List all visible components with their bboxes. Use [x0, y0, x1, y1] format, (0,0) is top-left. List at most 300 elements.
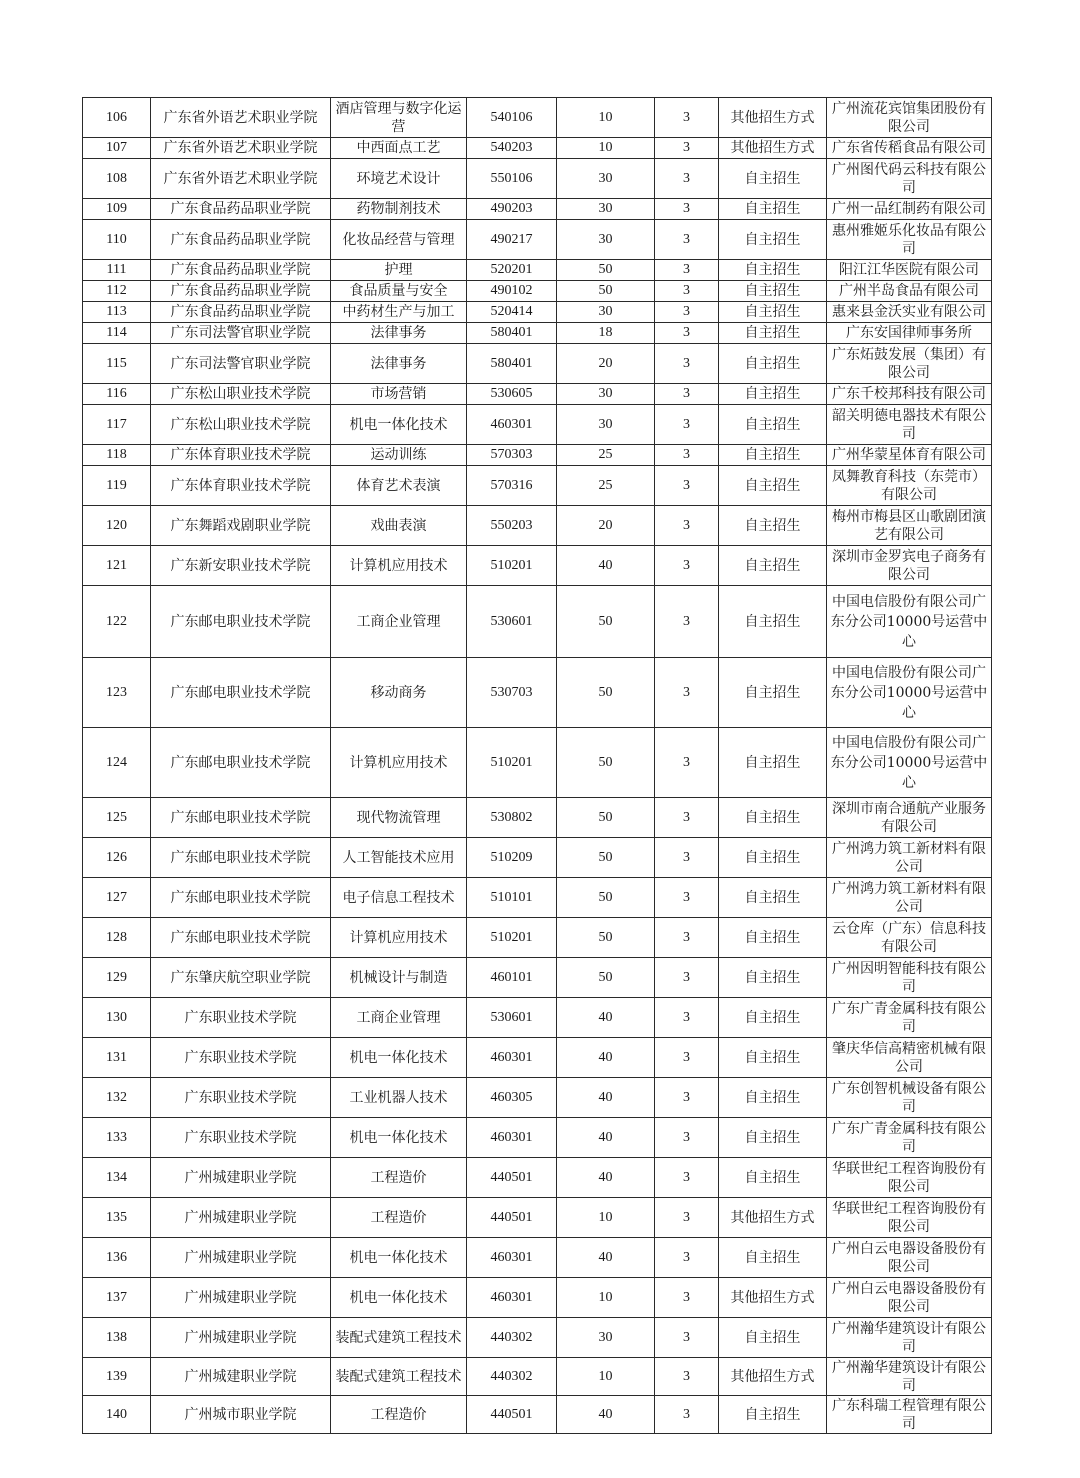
- cell-major: 市场营销: [331, 384, 467, 405]
- cell-school: 广东邮电职业技术学院: [151, 838, 331, 878]
- cell-company: 广州白云电器设备股份有限公司: [827, 1278, 992, 1318]
- table-row: [83, 344, 992, 384]
- cell-company: 阳江江华医院有限公司: [827, 260, 992, 281]
- table-row: [83, 384, 992, 405]
- cell-years: 3: [655, 445, 719, 466]
- cell-mode: 自主招生: [719, 838, 827, 878]
- cell-number: 125: [83, 798, 151, 838]
- cell-number: 116: [83, 384, 151, 405]
- cell-mode: 自主招生: [719, 323, 827, 344]
- cell-mode: 自主招生: [719, 466, 827, 506]
- cell-company: 广州一品红制药有限公司: [827, 199, 992, 220]
- cell-school: 广东食品药品职业学院: [151, 220, 331, 260]
- cell-school: 广东职业技术学院: [151, 1038, 331, 1078]
- table-row: [83, 1198, 992, 1238]
- cell-quota: 40: [557, 546, 655, 586]
- cell-major: 护理: [331, 260, 467, 281]
- cell-code: 510101: [467, 878, 557, 918]
- cell-mode: 自主招生: [719, 220, 827, 260]
- cell-years: 3: [655, 220, 719, 260]
- cell-mode: 自主招生: [719, 1238, 827, 1278]
- table-row: [83, 658, 992, 728]
- cell-quota: 30: [557, 405, 655, 445]
- cell-school: 广东食品药品职业学院: [151, 260, 331, 281]
- cell-code: 510209: [467, 838, 557, 878]
- cell-mode: 自主招生: [719, 506, 827, 546]
- cell-code: 510201: [467, 728, 557, 798]
- cell-school: 广州城建职业学院: [151, 1278, 331, 1318]
- cell-quota: 40: [557, 1158, 655, 1198]
- cell-major: 机电一体化技术: [331, 1278, 467, 1318]
- cell-code: 460301: [467, 1278, 557, 1318]
- cell-number: 132: [83, 1078, 151, 1118]
- cell-company: 广州半岛食品有限公司: [827, 281, 992, 302]
- table-row: [83, 1318, 992, 1358]
- cell-number: 119: [83, 466, 151, 506]
- cell-school: 广东省外语艺术职业学院: [151, 138, 331, 159]
- cell-major: 机电一体化技术: [331, 1238, 467, 1278]
- cell-company: 惠州雅姬乐化妆品有限公司: [827, 220, 992, 260]
- cell-school: 广东省外语艺术职业学院: [151, 98, 331, 138]
- table-row: [83, 466, 992, 506]
- cell-number: 122: [83, 586, 151, 658]
- cell-major: 工程造价: [331, 1396, 467, 1434]
- table-row: [83, 220, 992, 260]
- cell-number: 110: [83, 220, 151, 260]
- cell-company: 广州瀚华建筑设计有限公司: [827, 1318, 992, 1358]
- cell-major: 化妆品经营与管理: [331, 220, 467, 260]
- cell-major: 运动训练: [331, 445, 467, 466]
- cell-number: 139: [83, 1358, 151, 1396]
- cell-years: 3: [655, 958, 719, 998]
- cell-school: 广州城市职业学院: [151, 1396, 331, 1434]
- cell-years: 3: [655, 1318, 719, 1358]
- cell-major: 移动商务: [331, 658, 467, 728]
- cell-number: 115: [83, 344, 151, 384]
- cell-quota: 30: [557, 1318, 655, 1358]
- cell-quota: 10: [557, 1358, 655, 1396]
- cell-school: 广州城建职业学院: [151, 1238, 331, 1278]
- cell-quota: 40: [557, 1238, 655, 1278]
- cell-code: 490102: [467, 281, 557, 302]
- cell-major: 环境艺术设计: [331, 159, 467, 199]
- cell-years: 3: [655, 1118, 719, 1158]
- cell-code: 490217: [467, 220, 557, 260]
- cell-code: 510201: [467, 546, 557, 586]
- cell-quota: 40: [557, 1118, 655, 1158]
- cell-years: 3: [655, 260, 719, 281]
- cell-mode: 自主招生: [719, 546, 827, 586]
- cell-number: 121: [83, 546, 151, 586]
- cell-quota: 50: [557, 281, 655, 302]
- cell-school: 广东职业技术学院: [151, 998, 331, 1038]
- cell-quota: 40: [557, 998, 655, 1038]
- cell-code: 440501: [467, 1396, 557, 1434]
- cell-quota: 50: [557, 586, 655, 658]
- cell-quota: 20: [557, 344, 655, 384]
- cell-quota: 50: [557, 958, 655, 998]
- cell-school: 广东食品药品职业学院: [151, 281, 331, 302]
- cell-quota: 30: [557, 199, 655, 220]
- cell-code: 580401: [467, 344, 557, 384]
- cell-company: 深圳市金罗宾电子商务有限公司: [827, 546, 992, 586]
- table-row: [83, 98, 992, 138]
- cell-company: 广东广青金属科技有限公司: [827, 1118, 992, 1158]
- cell-code: 520414: [467, 302, 557, 323]
- cell-years: 3: [655, 384, 719, 405]
- cell-company: 广州瀚华建筑设计有限公司: [827, 1358, 992, 1396]
- cell-major: 药物制剂技术: [331, 199, 467, 220]
- cell-major: 机械设计与制造: [331, 958, 467, 998]
- cell-mode: 自主招生: [719, 384, 827, 405]
- cell-mode: 自主招生: [719, 281, 827, 302]
- cell-school: 广东邮电职业技术学院: [151, 658, 331, 728]
- table-row: [83, 1396, 992, 1434]
- cell-major: 工程造价: [331, 1198, 467, 1238]
- cell-mode: 其他招生方式: [719, 98, 827, 138]
- cell-major: 工商企业管理: [331, 586, 467, 658]
- table-row: [83, 838, 992, 878]
- cell-number: 140: [83, 1396, 151, 1434]
- cell-years: 3: [655, 159, 719, 199]
- cell-mode: 自主招生: [719, 344, 827, 384]
- cell-code: 460301: [467, 405, 557, 445]
- cell-major: 电子信息工程技术: [331, 878, 467, 918]
- cell-number: 131: [83, 1038, 151, 1078]
- cell-quota: 25: [557, 466, 655, 506]
- cell-number: 128: [83, 918, 151, 958]
- cell-number: 108: [83, 159, 151, 199]
- table-row: [83, 1038, 992, 1078]
- cell-quota: 50: [557, 728, 655, 798]
- table-row: [83, 138, 992, 159]
- cell-quota: 30: [557, 384, 655, 405]
- cell-years: 3: [655, 1278, 719, 1318]
- cell-major: 中药材生产与加工: [331, 302, 467, 323]
- cell-school: 广东新安职业技术学院: [151, 546, 331, 586]
- cell-years: 3: [655, 323, 719, 344]
- cell-major: 法律事务: [331, 323, 467, 344]
- cell-major: 体育艺术表演: [331, 466, 467, 506]
- cell-mode: 其他招生方式: [719, 1278, 827, 1318]
- table-row: [83, 798, 992, 838]
- cell-company: 凤舞教育科技（东莞市）有限公司: [827, 466, 992, 506]
- table-row: [83, 1118, 992, 1158]
- table-row: [83, 281, 992, 302]
- cell-code: 460301: [467, 1238, 557, 1278]
- cell-years: 3: [655, 199, 719, 220]
- cell-years: 3: [655, 586, 719, 658]
- cell-mode: 其他招生方式: [719, 138, 827, 159]
- table-row: [83, 1078, 992, 1118]
- cell-quota: 10: [557, 98, 655, 138]
- cell-number: 107: [83, 138, 151, 159]
- cell-mode: 自主招生: [719, 1038, 827, 1078]
- enrollment-table: [82, 97, 992, 1434]
- cell-mode: 自主招生: [719, 958, 827, 998]
- table-row: [83, 586, 992, 658]
- cell-company: 广州鸿力筑工新材料有限公司: [827, 838, 992, 878]
- table-row: [83, 159, 992, 199]
- cell-school: 广东邮电职业技术学院: [151, 728, 331, 798]
- cell-years: 3: [655, 798, 719, 838]
- cell-mode: 自主招生: [719, 405, 827, 445]
- cell-major: 机电一体化技术: [331, 1038, 467, 1078]
- cell-school: 广东邮电职业技术学院: [151, 918, 331, 958]
- table-row: [83, 958, 992, 998]
- cell-mode: 自主招生: [719, 798, 827, 838]
- cell-major: 中西面点工艺: [331, 138, 467, 159]
- cell-school: 广东省外语艺术职业学院: [151, 159, 331, 199]
- cell-mode: 自主招生: [719, 1078, 827, 1118]
- cell-quota: 50: [557, 838, 655, 878]
- cell-school: 广东舞蹈戏剧职业学院: [151, 506, 331, 546]
- cell-number: 118: [83, 445, 151, 466]
- table-row: [83, 728, 992, 798]
- cell-school: 广东司法警官职业学院: [151, 344, 331, 384]
- cell-mode: 自主招生: [719, 199, 827, 220]
- table-row: [83, 918, 992, 958]
- cell-company: 华联世纪工程咨询股份有限公司: [827, 1158, 992, 1198]
- cell-number: 109: [83, 199, 151, 220]
- cell-number: 113: [83, 302, 151, 323]
- cell-quota: 18: [557, 323, 655, 344]
- cell-quota: 25: [557, 445, 655, 466]
- cell-code: 530601: [467, 586, 557, 658]
- cell-years: 3: [655, 728, 719, 798]
- cell-years: 3: [655, 302, 719, 323]
- table-row: [83, 445, 992, 466]
- cell-code: 440302: [467, 1358, 557, 1396]
- cell-number: 127: [83, 878, 151, 918]
- cell-number: 126: [83, 838, 151, 878]
- cell-school: 广东松山职业技术学院: [151, 384, 331, 405]
- cell-quota: 50: [557, 878, 655, 918]
- cell-school: 广东邮电职业技术学院: [151, 586, 331, 658]
- cell-years: 3: [655, 998, 719, 1038]
- cell-code: 540106: [467, 98, 557, 138]
- cell-school: 广州城建职业学院: [151, 1318, 331, 1358]
- table-row: [83, 1358, 992, 1396]
- cell-mode: 自主招生: [719, 302, 827, 323]
- cell-school: 广东食品药品职业学院: [151, 199, 331, 220]
- table-row: [83, 878, 992, 918]
- cell-years: 3: [655, 506, 719, 546]
- cell-company: 韶关明德电器技术有限公司: [827, 405, 992, 445]
- cell-code: 550106: [467, 159, 557, 199]
- cell-years: 3: [655, 138, 719, 159]
- cell-company: 广东科瑞工程管理有限公司: [827, 1396, 992, 1434]
- cell-quota: 10: [557, 1198, 655, 1238]
- cell-number: 135: [83, 1198, 151, 1238]
- cell-school: 广东职业技术学院: [151, 1118, 331, 1158]
- cell-years: 3: [655, 98, 719, 138]
- cell-number: 130: [83, 998, 151, 1038]
- cell-code: 540203: [467, 138, 557, 159]
- cell-code: 440501: [467, 1158, 557, 1198]
- cell-company: 广东炻鼓发展（集团）有限公司: [827, 344, 992, 384]
- cell-quota: 50: [557, 260, 655, 281]
- cell-years: 3: [655, 838, 719, 878]
- cell-major: 食品质量与安全: [331, 281, 467, 302]
- cell-company: 广州华蒙星体育有限公司: [827, 445, 992, 466]
- cell-mode: 自主招生: [719, 1118, 827, 1158]
- cell-code: 570303: [467, 445, 557, 466]
- cell-mode: 自主招生: [719, 260, 827, 281]
- cell-major: 法律事务: [331, 344, 467, 384]
- cell-company: 广州图代码云科技有限公司: [827, 159, 992, 199]
- cell-company: 中国电信股份有限公司广东分公司10000号运营中心: [827, 586, 992, 658]
- table-row: [83, 302, 992, 323]
- table-row: [83, 323, 992, 344]
- table-row: [83, 199, 992, 220]
- cell-years: 3: [655, 1396, 719, 1434]
- cell-years: 3: [655, 344, 719, 384]
- cell-code: 460101: [467, 958, 557, 998]
- cell-number: 133: [83, 1118, 151, 1158]
- table-body: [83, 98, 992, 1434]
- cell-quota: 30: [557, 159, 655, 199]
- cell-years: 3: [655, 546, 719, 586]
- cell-code: 460305: [467, 1078, 557, 1118]
- cell-school: 广州城建职业学院: [151, 1358, 331, 1396]
- cell-mode: 自主招生: [719, 878, 827, 918]
- cell-code: 570316: [467, 466, 557, 506]
- cell-company: 广东千校邦科技有限公司: [827, 384, 992, 405]
- cell-company: 广东广青金属科技有限公司: [827, 998, 992, 1038]
- cell-school: 广东肇庆航空职业学院: [151, 958, 331, 998]
- cell-major: 机电一体化技术: [331, 405, 467, 445]
- cell-company: 广州白云电器设备股份有限公司: [827, 1238, 992, 1278]
- table-row: [83, 1278, 992, 1318]
- cell-mode: 自主招生: [719, 1158, 827, 1198]
- cell-mode: 自主招生: [719, 1318, 827, 1358]
- cell-code: 530802: [467, 798, 557, 838]
- cell-company: 华联世纪工程咨询股份有限公司: [827, 1198, 992, 1238]
- cell-quota: 30: [557, 302, 655, 323]
- cell-years: 3: [655, 1038, 719, 1078]
- cell-school: 广东司法警官职业学院: [151, 323, 331, 344]
- cell-company: 广东省传稻食品有限公司: [827, 138, 992, 159]
- cell-school: 广东职业技术学院: [151, 1078, 331, 1118]
- cell-number: 124: [83, 728, 151, 798]
- cell-quota: 30: [557, 220, 655, 260]
- cell-years: 3: [655, 281, 719, 302]
- cell-mode: 自主招生: [719, 159, 827, 199]
- cell-code: 440302: [467, 1318, 557, 1358]
- cell-major: 机电一体化技术: [331, 1118, 467, 1158]
- cell-major: 计算机应用技术: [331, 728, 467, 798]
- cell-years: 3: [655, 1358, 719, 1396]
- cell-quota: 10: [557, 1278, 655, 1318]
- cell-number: 134: [83, 1158, 151, 1198]
- cell-quota: 50: [557, 658, 655, 728]
- cell-school: 广东邮电职业技术学院: [151, 878, 331, 918]
- cell-number: 111: [83, 260, 151, 281]
- table-row: [83, 260, 992, 281]
- cell-company: 中国电信股份有限公司广东分公司10000号运营中心: [827, 658, 992, 728]
- cell-code: 580401: [467, 323, 557, 344]
- cell-years: 3: [655, 1238, 719, 1278]
- cell-quota: 50: [557, 798, 655, 838]
- cell-mode: 其他招生方式: [719, 1358, 827, 1396]
- cell-number: 114: [83, 323, 151, 344]
- cell-number: 129: [83, 958, 151, 998]
- cell-mode: 自主招生: [719, 728, 827, 798]
- cell-company: 梅州市梅县区山歌剧团演艺有限公司: [827, 506, 992, 546]
- table-row: [83, 1158, 992, 1198]
- cell-years: 3: [655, 466, 719, 506]
- cell-code: 510201: [467, 918, 557, 958]
- cell-major: 戏曲表演: [331, 506, 467, 546]
- cell-major: 计算机应用技术: [331, 918, 467, 958]
- cell-years: 3: [655, 1078, 719, 1118]
- cell-number: 120: [83, 506, 151, 546]
- cell-company: 中国电信股份有限公司广东分公司10000号运营中心: [827, 728, 992, 798]
- cell-quota: 40: [557, 1038, 655, 1078]
- cell-company: 广州流花宾馆集团股份有限公司: [827, 98, 992, 138]
- cell-major: 工程造价: [331, 1158, 467, 1198]
- cell-major: 现代物流管理: [331, 798, 467, 838]
- cell-major: 酒店管理与数字化运营: [331, 98, 467, 138]
- cell-years: 3: [655, 918, 719, 958]
- cell-code: 520201: [467, 260, 557, 281]
- table-row: [83, 405, 992, 445]
- cell-school: 广东松山职业技术学院: [151, 405, 331, 445]
- cell-major: 工业机器人技术: [331, 1078, 467, 1118]
- cell-company: 肇庆华信高精密机械有限公司: [827, 1038, 992, 1078]
- cell-years: 3: [655, 878, 719, 918]
- cell-code: 440501: [467, 1198, 557, 1238]
- cell-years: 3: [655, 1198, 719, 1238]
- cell-company: 深圳市南合通航产业服务有限公司: [827, 798, 992, 838]
- cell-code: 490203: [467, 199, 557, 220]
- cell-code: 550203: [467, 506, 557, 546]
- cell-mode: 其他招生方式: [719, 1198, 827, 1238]
- cell-company: 广州鸿力筑工新材料有限公司: [827, 878, 992, 918]
- cell-mode: 自主招生: [719, 445, 827, 466]
- cell-major: 人工智能技术应用: [331, 838, 467, 878]
- cell-company: 广东创智机械设备有限公司: [827, 1078, 992, 1118]
- cell-years: 3: [655, 405, 719, 445]
- cell-code: 530601: [467, 998, 557, 1038]
- cell-quota: 10: [557, 138, 655, 159]
- cell-quota: 20: [557, 506, 655, 546]
- cell-years: 3: [655, 658, 719, 728]
- table-row: [83, 1238, 992, 1278]
- cell-code: 460301: [467, 1118, 557, 1158]
- cell-major: 装配式建筑工程技术: [331, 1358, 467, 1396]
- cell-quota: 50: [557, 918, 655, 958]
- cell-school: 广东食品药品职业学院: [151, 302, 331, 323]
- cell-company: 广东安国律师事务所: [827, 323, 992, 344]
- cell-quota: 40: [557, 1396, 655, 1434]
- cell-school: 广东邮电职业技术学院: [151, 798, 331, 838]
- cell-code: 530605: [467, 384, 557, 405]
- cell-school: 广州城建职业学院: [151, 1158, 331, 1198]
- cell-mode: 自主招生: [719, 1396, 827, 1434]
- table-row: [83, 998, 992, 1038]
- cell-major: 工商企业管理: [331, 998, 467, 1038]
- cell-number: 123: [83, 658, 151, 728]
- cell-school: 广东体育职业技术学院: [151, 466, 331, 506]
- cell-major: 计算机应用技术: [331, 546, 467, 586]
- cell-number: 106: [83, 98, 151, 138]
- cell-mode: 自主招生: [719, 586, 827, 658]
- cell-years: 3: [655, 1158, 719, 1198]
- cell-number: 112: [83, 281, 151, 302]
- cell-code: 460301: [467, 1038, 557, 1078]
